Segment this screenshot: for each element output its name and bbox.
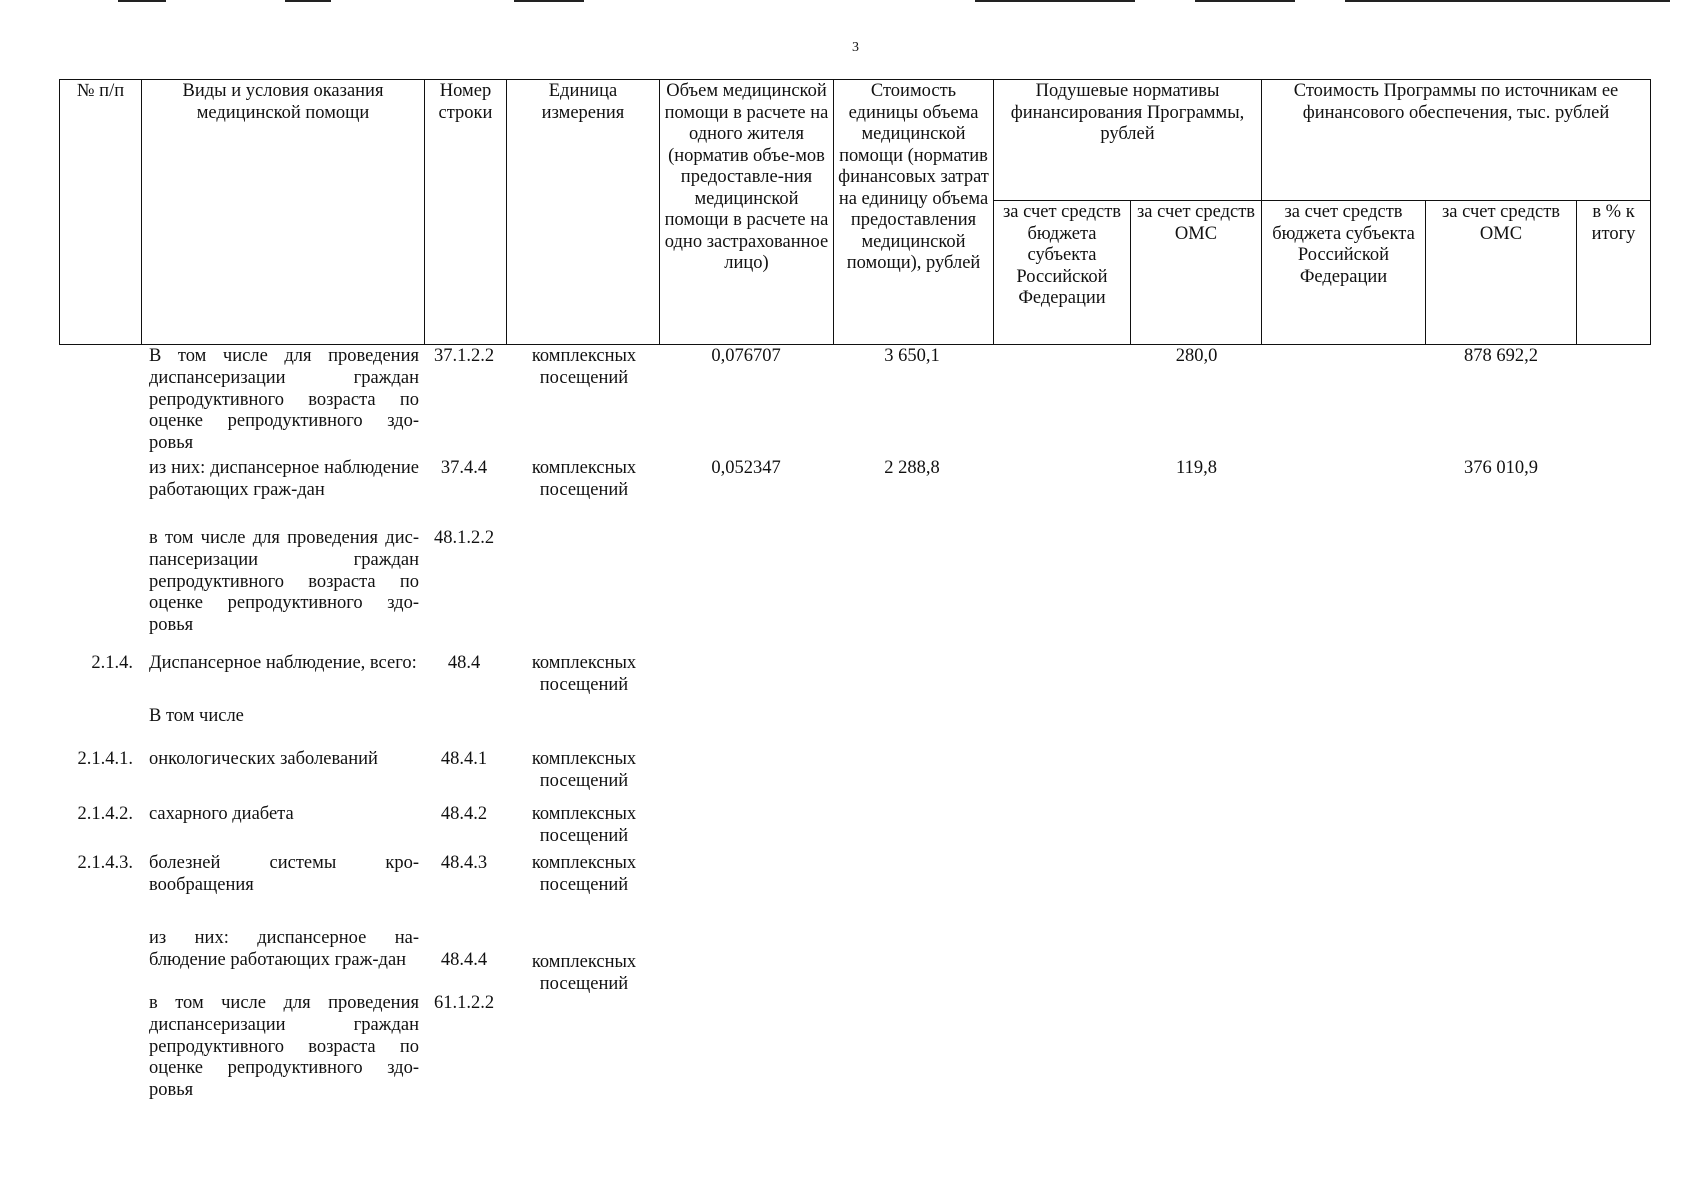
row-cost: 2 288,8: [884, 458, 940, 478]
header-per-capita: Подушевые нормативы финансирования Программы, рублей: [994, 80, 1262, 201]
row-name: в том числе для проведения дис-пансеризации граждан репродуктивного возраста по оценке репродуктивного здо-ровья: [149, 528, 419, 636]
header-pr-pct: в % к итогу: [1577, 201, 1651, 345]
row-code: 48.4: [447, 653, 481, 673]
row-unit: комплексных посещений: [531, 749, 637, 791]
row-total: 376 010,9: [1464, 458, 1538, 478]
header-cost: Стоимость единицы объема медицинской помощи (норматив финансовых затрат на единицу объема предоставления медицинской помощи), рублей: [834, 80, 994, 345]
row-subheading: В том числе: [149, 706, 244, 726]
row-code: 37.1.2.2: [433, 346, 495, 366]
row-name: Диспансерное наблюдение, всего:: [149, 653, 417, 673]
row-oms: 119,8: [1176, 458, 1217, 478]
scan-artifact: [514, 0, 584, 2]
header-num: № п/п: [60, 80, 142, 345]
header-pr-oms: за счет средств ОМС: [1426, 201, 1577, 345]
row-name: из них: диспансерное наблюдение работающих граж-дан: [149, 458, 419, 500]
row-unit: комплексных посещений: [531, 804, 637, 846]
header-pc-oms: за счет средств ОМС: [1131, 201, 1262, 345]
scan-artifact: [975, 0, 1135, 2]
scan-artifact: [1195, 0, 1295, 2]
header-kinds: Виды и условия оказания медицинской помощи: [142, 80, 425, 345]
row-code: 48.1.2.2: [433, 528, 495, 548]
header-volume: Объем медицинской помощи в расчете на одного жителя (норматив объе-мов предоставле-ния медицинской помощи в расчете на одно застрахованное лицо): [660, 80, 834, 345]
row-number: 2.1.4.1.: [77, 749, 133, 769]
header-unit: Единица измерения: [507, 80, 660, 345]
row-code: 48.4.3: [440, 853, 488, 873]
row-volume: 0,076707: [711, 346, 781, 366]
row-unit: комплексных посещений: [531, 458, 637, 500]
row-total: 878 692,2: [1464, 346, 1538, 366]
row-name: из них: диспансерное на-блюдение работающих граж-дан: [149, 928, 419, 970]
scan-artifact: [118, 0, 166, 2]
page-number: 3: [852, 40, 859, 55]
row-name: в том числе для проведения диспансеризации граждан репродуктивного возраста по оценке репродуктивного здо-ровья: [149, 993, 419, 1101]
row-oms: 280,0: [1175, 346, 1218, 366]
row-unit: комплексных посещений: [531, 653, 637, 695]
row-name: В том числе для проведения диспансеризации граждан репродуктивного возраста по оценке репродуктивного здо-ровья: [149, 346, 419, 454]
row-name: болезней системы кро-вообращения: [149, 853, 419, 895]
row-cost: 3 650,1: [884, 346, 940, 366]
row-unit: комплексных посещений: [531, 853, 637, 895]
row-code: 48.4.2: [440, 804, 488, 824]
row-code: 48.4.4: [440, 950, 488, 970]
row-volume: 0,052347: [711, 458, 781, 478]
header-program-cost: Стоимость Программы по источникам ее финансового обеспечения, тыс. рублей: [1262, 80, 1651, 201]
row-number: 2.1.4.: [91, 653, 133, 673]
row-code: 48.4.1: [440, 749, 488, 769]
row-unit: комплексных посещений: [531, 346, 637, 388]
row-number: 2.1.4.2.: [77, 804, 133, 824]
row-name: сахарного диабета: [149, 804, 294, 824]
table-header: [59, 79, 1651, 345]
row-name: онкологических заболеваний: [149, 749, 378, 769]
scan-artifact: [1345, 0, 1670, 2]
row-code: 61.1.2.2: [433, 993, 495, 1013]
header-row-no: Номер строки: [425, 80, 507, 345]
row-number: 2.1.4.3.: [77, 853, 133, 873]
scan-artifact: [285, 0, 331, 2]
header-pc-budget: за счет средств бюджета субъекта Российской Федерации: [994, 201, 1131, 345]
row-code: 37.4.4: [440, 458, 488, 478]
header-pr-budget: за счет средств бюджета субъекта Российской Федерации: [1262, 201, 1426, 345]
row-unit: комплексных посещений: [531, 952, 637, 994]
